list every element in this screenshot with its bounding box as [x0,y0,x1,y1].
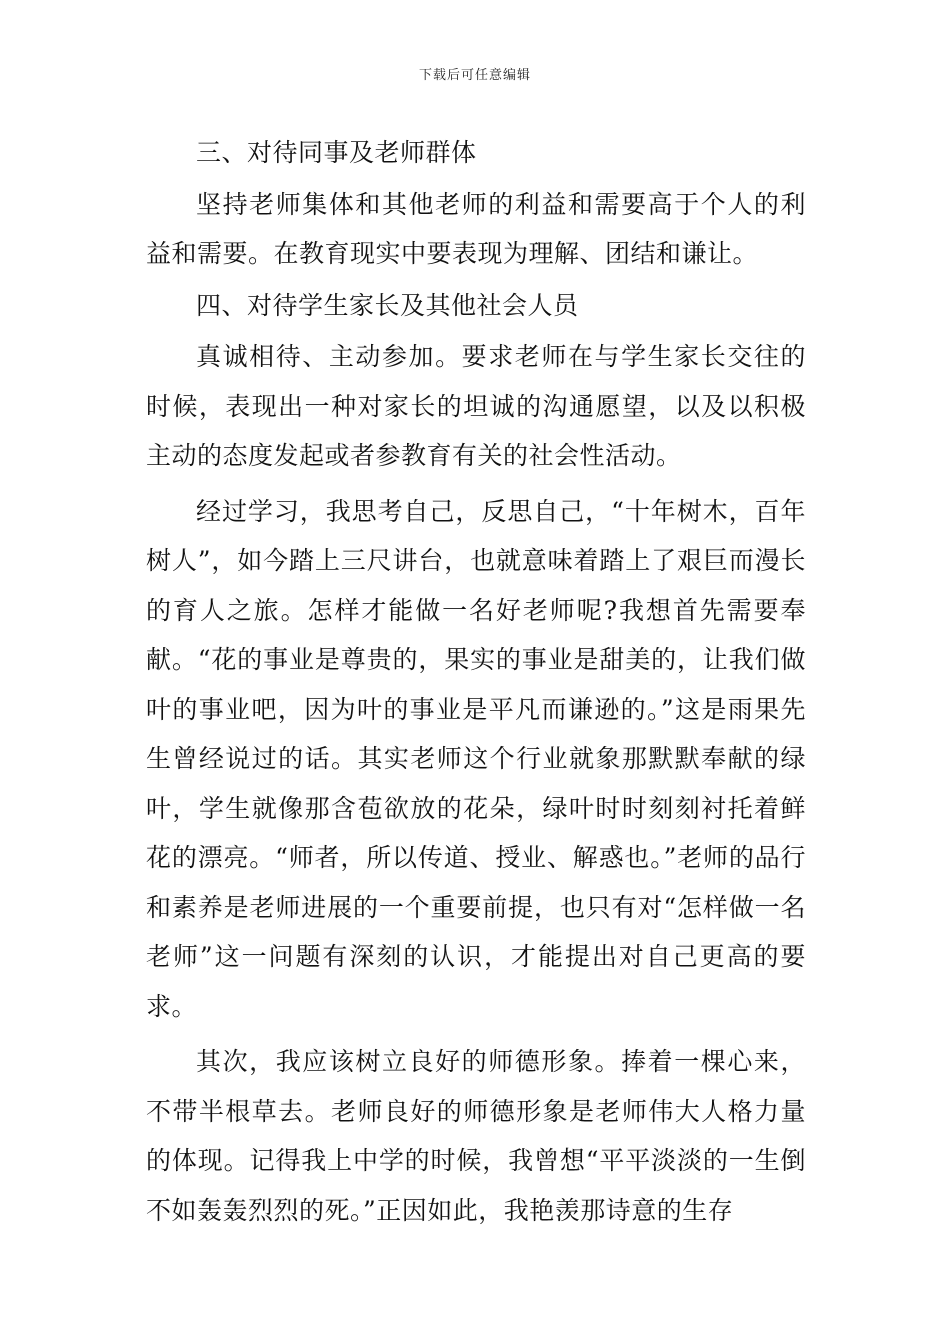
paragraph-parents: 真诚相待、主动参加。要求老师在与学生家长交往的时候，表现出一种对家长的坦诚的沟通愿望，以及以积极主动的态度发起或者参教育有关的社会性活动。 [146,342,806,470]
paragraph-ethics: 其次，我应该树立良好的师德形象。捧着一棵心来，不带半根草去。老师良好的师德形象是老师伟大人格力量的体现。记得我上中学的时候，我曾想“平平淡淡的一生倒不如轰轰烈烈的死。”正因如此，我艳羡那诗意的生存 [146,1047,806,1225]
document-body [146,128,806,1235]
paragraph-reflection: 经过学习，我思考自己，反思自己，“十年树木，百年树人”，如今踏上三尺讲台，也就意味着踏上了艰巨而漫长的育人之旅。怎样才能做一名好老师呢?我想首先需要奉献。“花的事业是尊贵的，果实的事业是甜美的，让我们做叶的事业吧，因为叶的事业是平凡而谦逊的。”这是雨果先生曾经说过的话。其实老师这个行业就象那默默奉献的绿叶，学生就像那含苞欲放的花朵，绿叶时时刻刻衬托着鲜花的漂亮。“师者，所以传道、授业、解惑也。”老师的品行和素养是老师进展的一个重要前提，也只有对“怎样做一名老师”这一问题有深刻的认识，才能提出对自己更高的要求。 [146,496,806,1021]
page-header: 下载后可任意编辑 [418,68,531,83]
paragraph-colleagues: 坚持老师集体和其他老师的利益和需要高于个人的利益和需要。在教育现实中要表现为理解、团结和谦让。 [146,189,806,268]
section-heading-colleagues: 三、对待同事及老师群体 [196,138,477,167]
section-heading-parents: 四、对待学生家长及其他社会人员 [196,290,579,320]
